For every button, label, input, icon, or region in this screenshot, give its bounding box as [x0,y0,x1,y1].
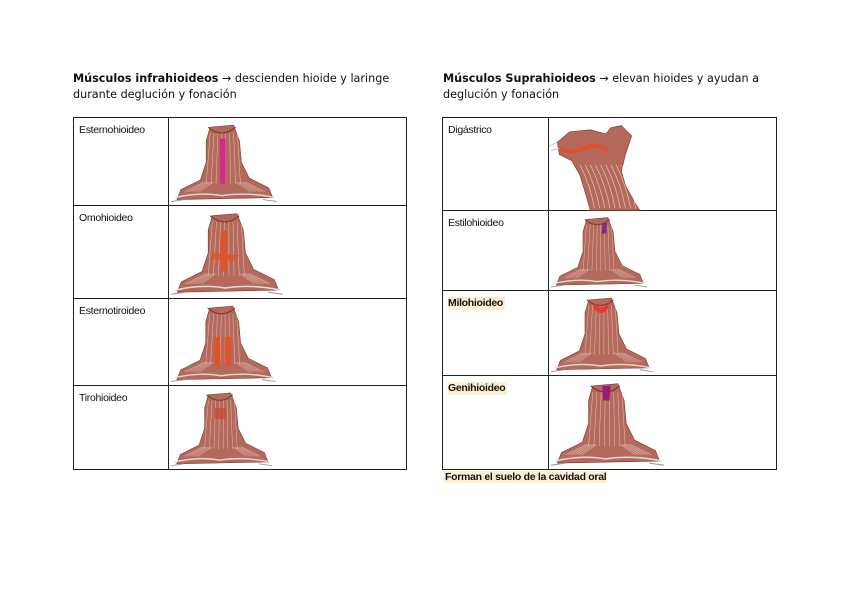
muscle-image-cell [549,118,777,211]
muscle-name [443,291,548,309]
suprahyoid-heading [443,71,773,102]
suprahyoid-heading-text: → elevan hioides y ayudan a deglución y fonación [443,72,760,101]
muscle-name-cell [74,386,169,470]
oral-floor-note: Forman el suelo de la cavidad oral [445,471,607,483]
muscle-image-cell [549,376,777,470]
highlighted-muscle-name: Genihioideo [448,382,506,394]
highlighted-muscle-name: Milohioideo [448,297,504,309]
muscle-name: Esternohioideo [79,124,145,136]
neck-muscle-illustration [549,376,777,470]
neck-muscle-illustration [169,118,407,206]
table-row [443,291,777,376]
infrahyoid-heading-text: → descienden hioide y laringe durante deglución y fonación [73,72,390,101]
muscle-name-cell [443,118,549,211]
infrahyoid-heading-bold: Músculos infrahioideos [73,72,219,85]
muscle-image-cell [549,211,777,291]
muscle-name-cell [443,376,549,470]
table-row [443,211,777,291]
neck-muscle-illustration [549,211,777,291]
infrahyoid-heading [73,71,403,102]
muscle-name-cell [443,291,549,376]
table-row [443,118,777,211]
muscle-name: Esternotiroideo [79,305,146,317]
muscle-image-cell [169,386,407,470]
muscle-image-cell [169,206,407,299]
muscle-name-cell [74,299,169,386]
suprahyoid-heading-bold: Músculos Suprahioideos [443,72,596,85]
muscle-name: Digástrico [448,124,492,136]
table-row [74,206,407,299]
neck-muscle-illustration [549,118,777,211]
muscle-name [443,376,548,394]
muscle-image-cell [169,118,407,206]
muscle-name: Estilohioideo [448,217,504,229]
table-row [74,386,407,470]
muscle-name: Omohioideo [79,212,133,224]
table-row [74,118,407,206]
neck-muscle-illustration [549,291,777,376]
suprahyoid-table [442,117,777,470]
muscle-image-cell [549,291,777,376]
neck-muscle-illustration [169,386,407,470]
infrahyoid-table [73,117,407,470]
table-row [443,376,777,470]
muscle-name-cell [443,211,549,291]
neck-muscle-illustration [169,206,407,299]
muscle-name-cell [74,206,169,299]
neck-muscle-illustration [169,299,407,386]
muscle-image-cell [169,299,407,386]
muscle-name-cell [74,118,169,206]
table-row [74,299,407,386]
muscle-name: Tirohioideo [79,392,128,404]
